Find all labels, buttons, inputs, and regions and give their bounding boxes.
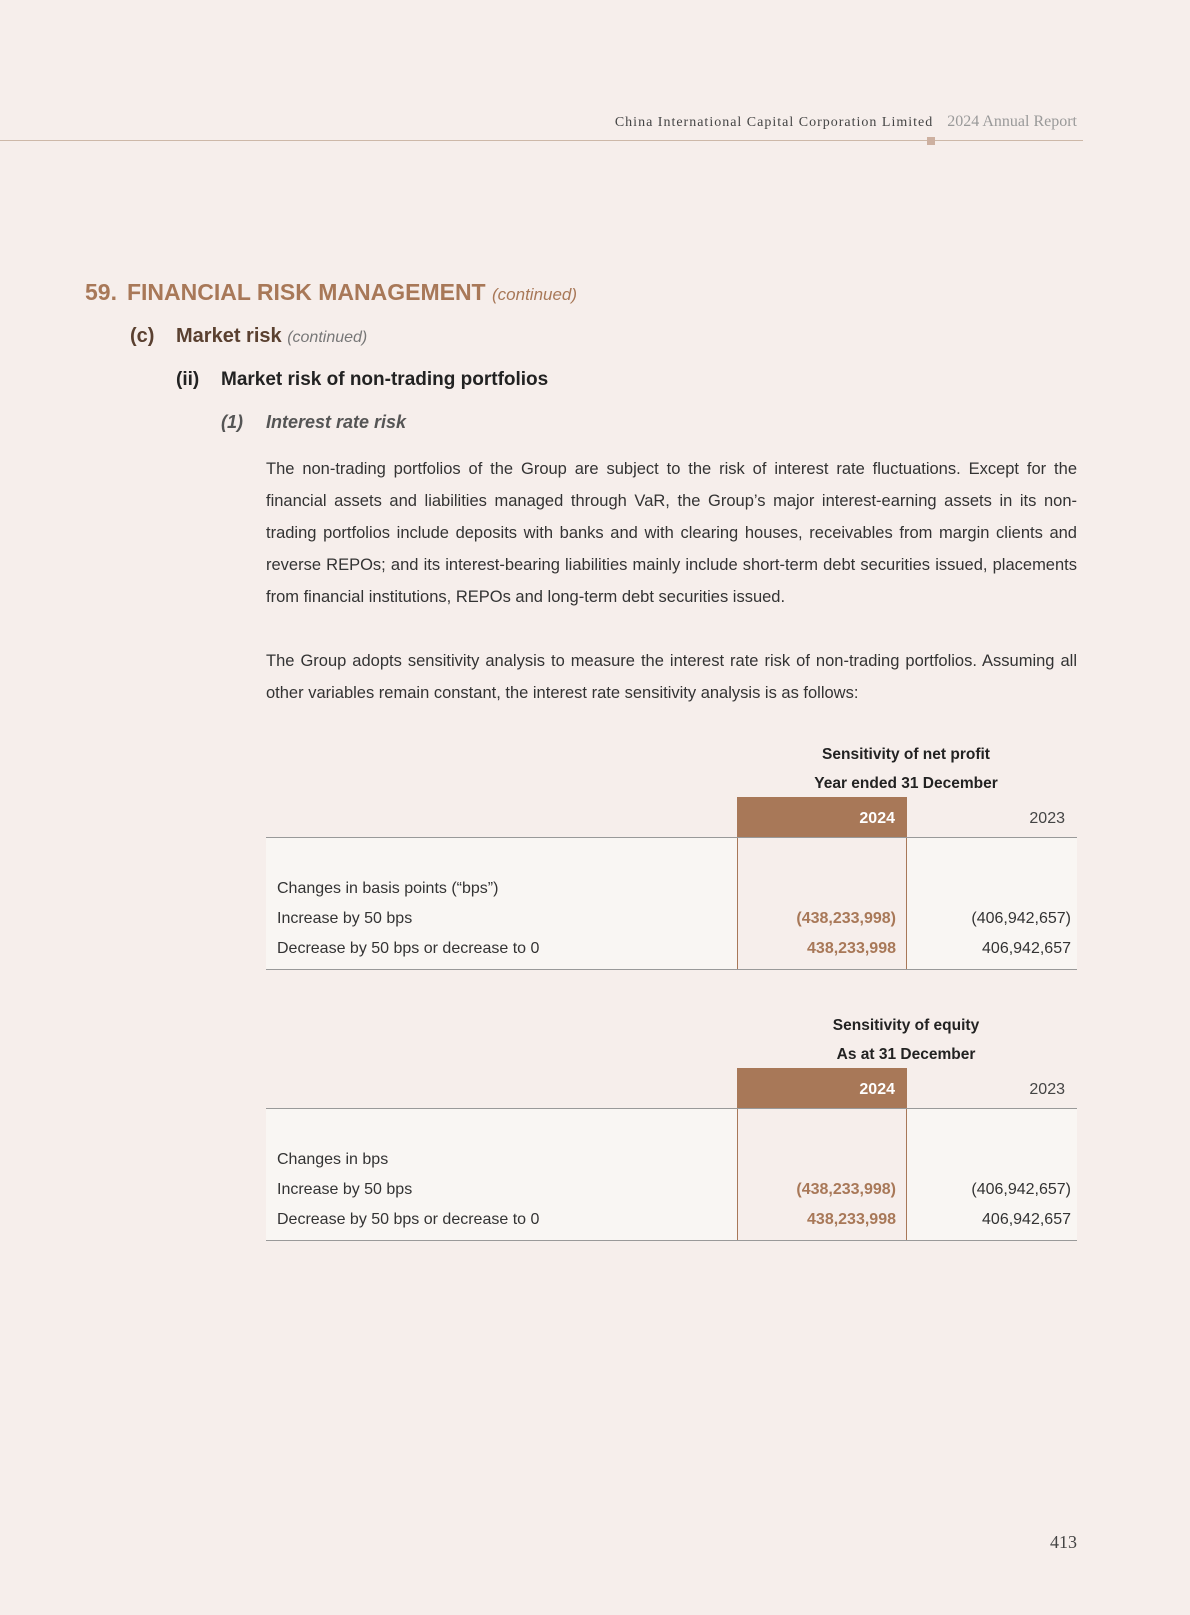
column-header-2023: 2023: [1029, 810, 1065, 827]
table-subtitle: Year ended 31 December: [814, 775, 998, 792]
table-subtitle: As at 31 December: [836, 1046, 976, 1063]
section-number: 59.: [85, 279, 117, 305]
continued-label: (continued): [287, 329, 368, 346]
column-header-2024: 2024: [737, 1068, 907, 1108]
value-2023: (406,942,657): [971, 1181, 1071, 1198]
subsubsection-title: Market risk of non-trading portfolios: [221, 369, 549, 390]
table-row: [266, 1181, 1077, 1211]
table-body: [266, 838, 1077, 970]
header-marker: [927, 137, 935, 145]
page-number: 413: [1050, 1532, 1077, 1552]
subsection-heading: [130, 325, 367, 348]
paragraph: The Group adopts sensitivity analysis to measure the interest rate risk of non-trading portfolios. Assuming all other variables remain constant, the interest rate sensitivity analysis is as follows:: [266, 652, 1077, 702]
continued-label: (continued): [492, 285, 578, 304]
paragraph: The non-trading portfolios of the Group are subject to the risk of interest rate fluctuations. Except for the financial assets and liabilities managed through VaR, the Group’s major interest-earning assets in its non-trading portfolios include deposits with banks and with clearing houses, receivables from margin clients and reverse REPOs; and its interest-bearing liabilities mainly include short-term debt securities issued, placements from financial institutions, REPOs and long-term debt securities issued.: [266, 460, 1077, 606]
subsubsection-heading: [176, 369, 548, 391]
row-label: Changes in bps: [277, 1151, 389, 1168]
table-row: [266, 910, 1077, 940]
column-header-2023: 2023: [1029, 1081, 1065, 1098]
table-row: [266, 880, 1077, 910]
report-name: 2024 Annual Report: [947, 113, 1077, 130]
table-row: [266, 1211, 1077, 1241]
value-2023: (406,942,657): [971, 910, 1071, 927]
row-label: Increase by 50 bps: [277, 910, 413, 927]
item-heading: [221, 412, 406, 433]
table-body: [266, 1109, 1077, 1241]
section-heading: [85, 279, 577, 306]
table-title: Sensitivity of net profit: [822, 746, 990, 763]
company-name: China International Capital Corporation Limited: [614, 115, 934, 130]
value-2024: (438,233,998): [796, 910, 896, 927]
row-label: Changes in basis points (“bps”): [277, 880, 499, 897]
subsection-label: (c): [130, 325, 155, 347]
subsection-title: Market risk: [176, 325, 282, 347]
value-2024: 438,233,998: [807, 940, 896, 957]
row-label: Increase by 50 bps: [277, 1181, 413, 1198]
value-2023: 406,942,657: [982, 1211, 1071, 1228]
running-header: [615, 113, 1077, 131]
row-label: Decrease by 50 bps or decrease to 0: [277, 940, 540, 957]
table-row: [266, 1151, 1077, 1181]
subsubsection-label: (ii): [176, 369, 200, 390]
table-title: Sensitivity of equity: [832, 1017, 980, 1034]
item-label: (1): [221, 412, 243, 432]
section-title: FINANCIAL RISK MANAGEMENT: [126, 279, 486, 305]
value-2024: 438,233,998: [807, 1211, 896, 1228]
header-divider: [0, 140, 1083, 141]
value-2023: 406,942,657: [982, 940, 1071, 957]
value-2024: (438,233,998): [796, 1181, 896, 1198]
item-title: Interest rate risk: [266, 412, 407, 432]
row-label: Decrease by 50 bps or decrease to 0: [277, 1211, 540, 1228]
table-row: [266, 940, 1077, 970]
column-header-2024: 2024: [737, 797, 907, 837]
